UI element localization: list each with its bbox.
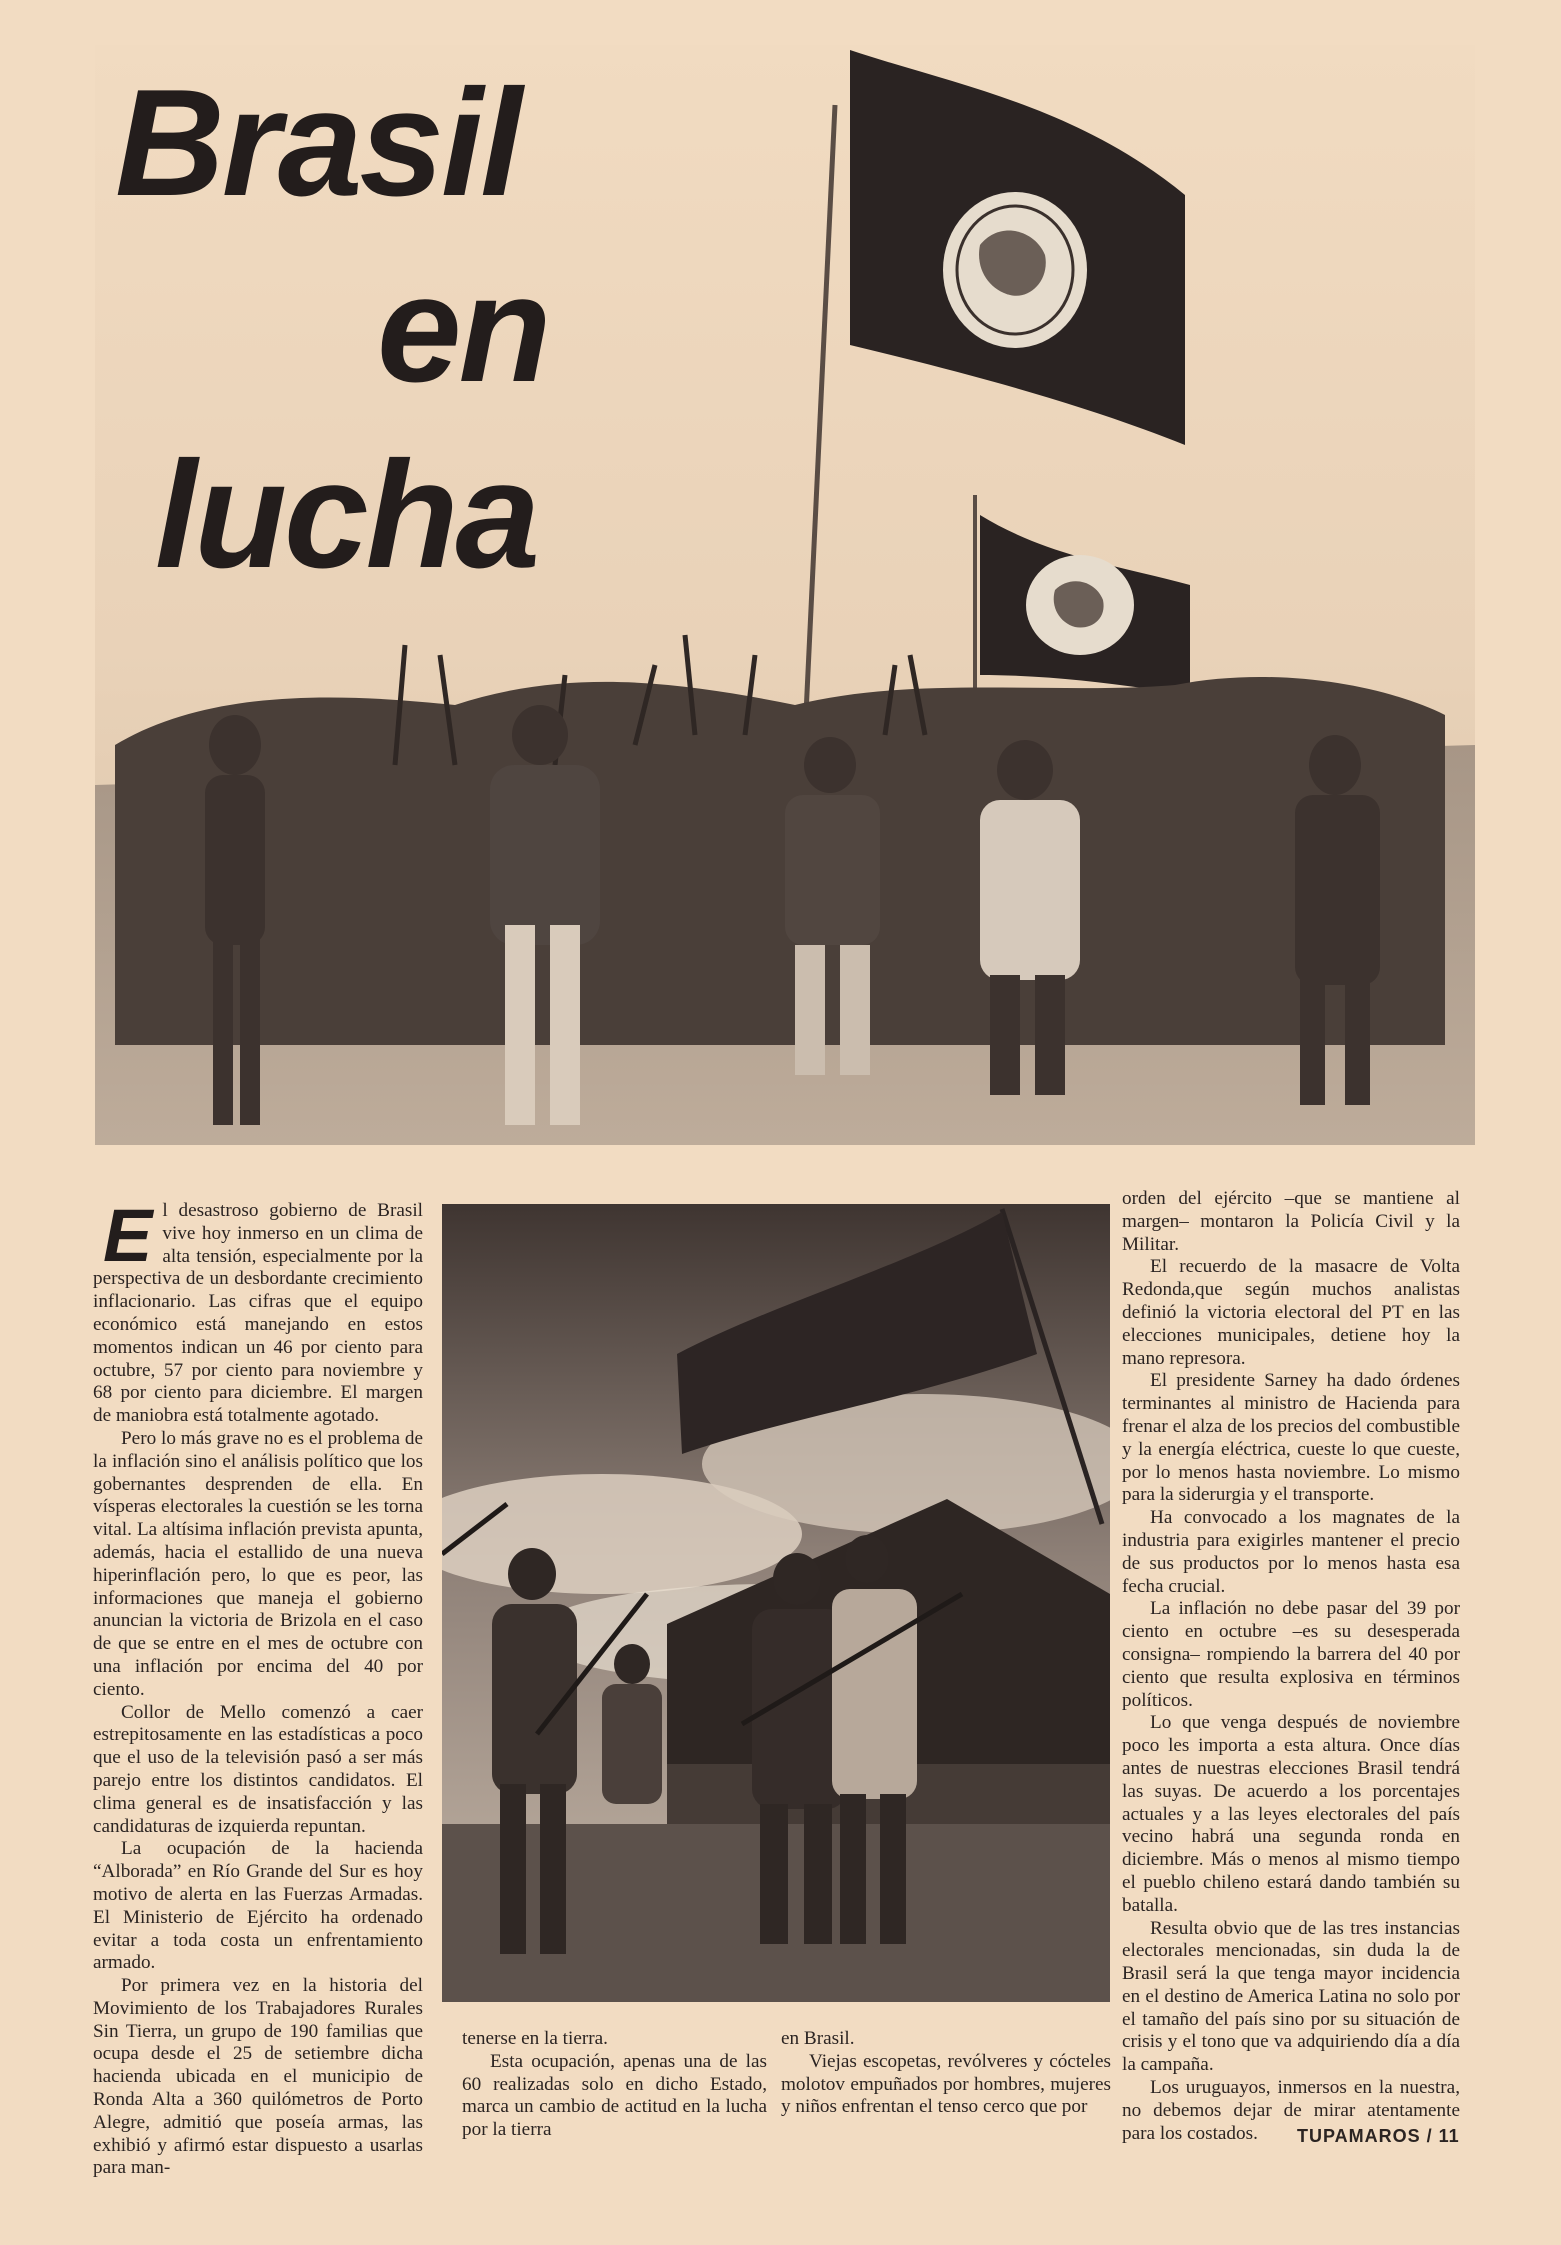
article-column-2b [781,2028,1111,2119]
middle-photo [442,1204,1110,2002]
headline-line-1: Brasil [115,58,520,228]
drop-cap: E [103,1194,153,1277]
paragraph-4: La ocupación de la hacienda “Alborada” en Río Grande del Sur es hoy motivo de alerta en las Fuerzas Armadas. El Ministerio de Ejército ha ordenado evitar a toda costa un enfrentamiento armado. [93,1838,423,1974]
men-with-rifles-image [442,1204,1110,2002]
paragraph-11: El recuerdo de la masacre de Volta Redonda,que según muchos analistas definió la victoria electoral del PT en las elecciones municipales, detiene hoy la mano represora. [1122,1256,1460,1369]
paragraph-2: Pero lo más grave no es el problema de la inflación sino el análisis político que los gobernantes desprenden de ella. En vísperas electorales la cuestión se les torna vital. La altísima inflación prevista apunta, además, hacia el estallido de una nueva hiperinflación pero, lo que es peor, las informaciones que maneja el gobierno anuncian la victoria de Brizola en el caso de que se entre en el mes de octubre con una inflación por encima del 40 por ciento. [93,1427,423,1700]
article-column-3 [1122,1188,1460,2145]
paragraph-13: Ha convocado a los magnates de la industria para exigirles mantener el precio de sus productos por lo menos hasta esa fecha crucial. [1122,1507,1460,1597]
paragraph-1 [93,1194,423,1428]
article-column-2a [462,2028,767,2142]
paragraph-9: Viejas escopetas, revólveres y cócteles molotov empuñados por hombres, mujeres y niños enfrentan el tenso cerco que por [781,2050,1111,2118]
paragraph-5: Por primera vez en la historia del Movimiento de los Trabajadores Rurales Sin Tierra, un grupo de 190 familias que ocupa desde el 25 de setiembre dicha hacienda ubicada en el municipio de Ronda Alta a 360 quilómetros de Porto Alegre, admitió que poseía armas, las exhibió y afirmó estar dispuesto a usarlas para man- [93,1975,423,2179]
paragraph-7: Esta ocupación, apenas una de las 60 realizadas solo en dicho Estado, marca un cambio de actitud en la lucha por la tierra [462,2050,767,2141]
paragraph-3: Collor de Mello comenzó a caer estrepitosamente en las estadísticas a poco que el uso de la televisión pasó a ser más parejo entre los distintos candidatos. El clima general es de insatisfacción y las candidaturas de izquierda repuntan. [93,1701,423,1837]
headline-line-2: en [377,244,549,414]
paragraph-15: Lo que venga después de noviembre poco les importa a esta altura. Once días antes de nuestras elecciones Brasil tendrá las suyas. De acuerdo a los porcentajes actuales y a las leyes electorales del país vecino habrá una segunda ronda en diciembre. Más o menos al mismo tiempo el pueblo chileno estará dando también su batalla. [1122,1712,1460,1916]
paragraph-1-text: l desastroso gobierno de Brasil vive hoy inmerso en un clima de alta tensión, especialmente por la perspectiva de un desbordante crecimiento inflacionario. Las cifras que el equipo económico está manejando en estos momentos indican un 46 por ciento para octubre, 57 por ciento para noviembre y 68 por ciento para diciembre. El margen de maniobra está totalmente agotado. [93,1200,423,1427]
page-footer: TUPAMAROS / 11 [1297,2126,1460,2146]
headline [115,50,585,608]
paragraph-10: orden del ejército –que se mantiene al margen– montaron la Policía Civil y la Militar. [1122,1188,1460,1255]
paragraph-8: en Brasil. [781,2028,855,2049]
paragraph-16: Resulta obvio que de las tres instancias electorales mencionadas, sin duda la de Brasil será la que tenga mayor incidencia en el destino de America Latina no solo por el tamaño del país sino por su situación de crisis y el tono que va adquiriendo día a día la campaña. [1122,1917,1460,2076]
paragraph-14: La inflación no debe pasar del 39 por ciento en octubre –es su desesperada consigna– rompiendo la barrera del 40 por ciento que resulta explosiva en términos políticos. [1122,1598,1460,1711]
headline-line-3: lucha [155,430,537,600]
paragraph-12: El presidente Sarney ha dado órdenes terminantes al ministro de Hacienda para frenar el alza de los precios del combustible y la energía eléctrica, cueste lo que cueste, por lo menos hasta noviembre. Lo mismo para la siderurgia y el transporte. [1122,1370,1460,1506]
paragraph-17: Los uruguayos, inmersos en la nuestra, no debemos dejar de mirar atentamente para los costados. [1122,2077,1460,2144]
paragraph-6: tenerse en la tierra. [462,2028,608,2049]
article-column-1 [93,1194,423,2180]
